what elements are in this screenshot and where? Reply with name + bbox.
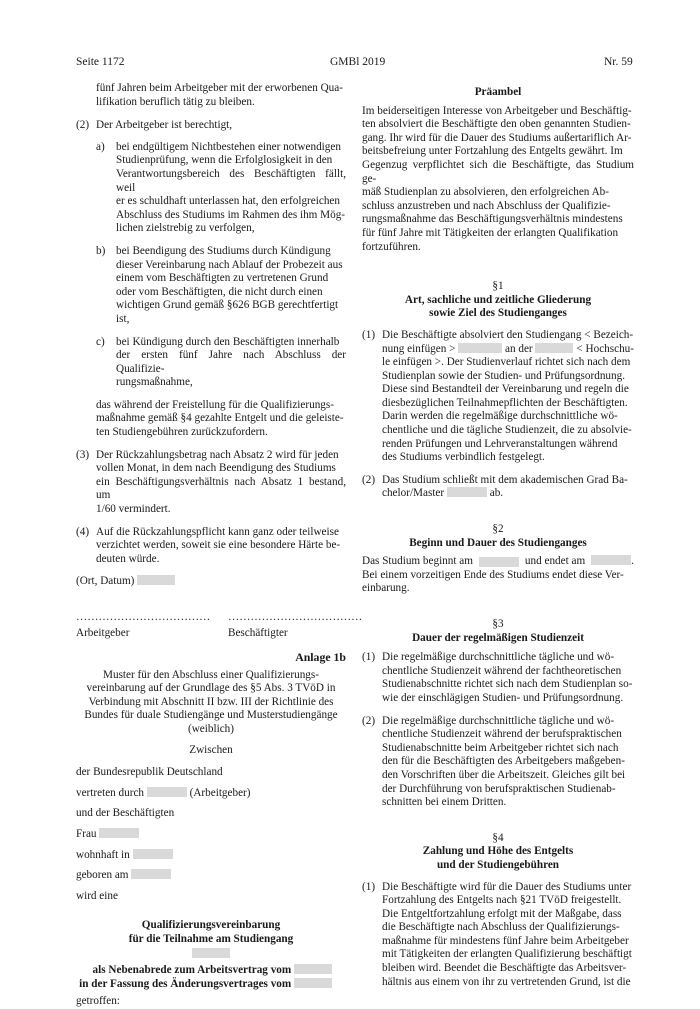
text-line: wie der einschlägigen Studien- und Prüfungsordnung. [382, 691, 624, 704]
paragraph-number: (4) [76, 525, 90, 538]
text-line: bleiben wird. Beendet die Beschäftigte das Arbeitsver- [382, 962, 627, 975]
item-label: c) [96, 335, 105, 348]
represented-by-line [76, 787, 346, 801]
amendment-label: in der Fassung des Änderungsvertrages vom [79, 977, 292, 990]
text-line: einbarung. [362, 582, 410, 595]
text-line: Im beiderseitigen Interesse von Arbeitgeber und Beschäftig- [362, 104, 632, 117]
text-line: Muster für den Abschluss einer Qualifizierungs- [103, 668, 319, 681]
section-2-text [362, 555, 634, 596]
text-fragment: nung einfügen > [382, 342, 456, 355]
text-line: Die regelmäßige durchschnittliche tägliche und wö- [382, 714, 615, 727]
redacted-field [535, 343, 573, 353]
section-2-heading [362, 523, 634, 550]
text-line: das während der Freistellung für die Qualifizierungs- [96, 398, 334, 411]
text-line: Fortzahlung des Entgelts nach §21 TVöD freigestellt. [382, 894, 622, 907]
text-fragment: an der [505, 342, 533, 355]
place-date-label: (Ort, Datum) [76, 575, 135, 588]
text-line: diesbezüglichen Teilnahmepflichten der Beschäftigten. [382, 396, 628, 409]
text-line: dieser Vereinbarung nach Ablauf der Probezeit aus [116, 258, 343, 271]
text-fragment: und endet am [524, 555, 586, 568]
text-line: ein Beschäftigungsverhältnis nach Absatz 1 bestand, um [96, 475, 346, 502]
text-line: Verbindung mit Abschnitt II bzw. III der Richtlinie des [88, 695, 334, 708]
text-line: schnitten bei einem Dritten. [382, 796, 507, 809]
and-employee-label: und der Beschäftigten [76, 807, 175, 820]
paragraph-number: (1) [362, 328, 376, 341]
text-line: renden Prüfungen und Lehrveranstaltungen während [382, 437, 618, 450]
text-line: Diese sind Bestandteil der Vereinbarung und regeln die [382, 383, 629, 396]
text-line: Art, sachliche und zeitliche Gliederung [404, 293, 592, 306]
text-line: bei endgültigem Nichtbestehen einer notwendigen [116, 140, 341, 153]
text-line: Die regelmäßige durchschnittliche tägliche und wö- [382, 651, 615, 664]
text-line: der Durchführung von berufspraktischen Studienab- [382, 782, 616, 795]
text-line: für die Teilnahme am Studiengang [128, 932, 294, 945]
text-line: Bundes für duale Studiengänge und Musterstudiengänge [84, 709, 338, 722]
birthdate-label: geboren am [76, 869, 129, 882]
section-1-paragraph-1 [362, 329, 634, 465]
paragraph-number: (2) [362, 714, 376, 727]
page-number: Seite 1172 [76, 56, 125, 68]
text-line: hältnis aus einem von ihr zu vertretenden Grund, ist die [382, 975, 631, 988]
side-agreement-label: als Nebenabrede zum Arbeitsvertrag vom [92, 964, 292, 977]
signature-line-employer: ……………………………… [76, 611, 211, 623]
text-line: vereinbarung auf der Grundlage des §5 Abs. 3 TVöD in [86, 682, 336, 695]
text-fragment: ab. [489, 487, 504, 500]
text-line: maßnahme gemäß §4 gezahlte Entgelt und die geleiste- [96, 412, 344, 425]
signature-block [76, 611, 363, 641]
redacted-field [294, 964, 332, 974]
preamble-title: Präambel [474, 86, 522, 98]
text-line: ten absolviert die Beschäftigte den oben genannten Studien- [362, 118, 631, 131]
concluded-label: getroffen: [76, 995, 120, 1008]
text-line: Qualifizierungsvereinbarung [141, 919, 281, 932]
section-3-paragraph-1 [362, 651, 634, 705]
text-line: mit Tätigkeiten der erlangten Qualifizierung beschäftigt [382, 948, 632, 961]
preamble-text [362, 105, 634, 255]
text-line: oder vom Beschäftigten, die nicht durch einen [116, 285, 323, 298]
section-number: §3 [492, 618, 504, 630]
text-line: den für die Beschäftigten des Arbeitgebers maßgeben- [382, 755, 625, 768]
text-line: beitsbefreiung unter Fortzahlung des Entgelts gewährt. Im [362, 145, 623, 158]
text-line: des Studiums verbindlich festgelegt. [382, 451, 545, 464]
text-line: Gegenzug verpflichtet sich die Beschäftigte, das Studium ge- [362, 158, 634, 185]
text-line: chentliche und die tägliche Studienzeit, die zu absolvie- [382, 424, 632, 437]
section-3-paragraph-2 [362, 715, 634, 810]
text-line: le einfügen >. Der Studienverlauf richtet sich nach dem [382, 356, 631, 369]
text-line: schluss anzustreben und nach Abschluss der Qualifizie- [362, 199, 611, 212]
text-fragment: < Hochschu- [576, 342, 634, 355]
text-line: rungsmaßnahme das Beschäftigungsverhältnis mindestens [362, 213, 623, 226]
text-line: chentliche Studienzeit während der fachtheoretischen [382, 664, 622, 677]
text-line: bei Kündigung durch den Beschäftigten innerhalb [116, 335, 340, 348]
frau-label: Frau [76, 827, 97, 840]
text-line: Beginn und Dauer des Studienganges [409, 536, 587, 549]
text-line: fünf Jahren beim Arbeitgeber mit der erworbenen Qua- [96, 82, 343, 94]
text-line: für fünf Jahre mit Tätigkeiten der erlangten Qualifikation [362, 226, 619, 239]
issue-number: Nr. 59 [604, 56, 633, 68]
muster-description [76, 669, 346, 737]
between-label: Zwischen [189, 743, 233, 756]
text-fragment: . [631, 555, 634, 568]
continued-text [76, 82, 346, 109]
text-fragment: chelor/Master [382, 487, 445, 500]
text-line: mäß Studienplan zu absolvieren, den erfolgreichen Ab- [362, 186, 609, 199]
text-line: verzichtet werden, soweit sie eine besondere Härte be- [96, 539, 341, 552]
text-line: die Beschäftigte nach Abschluss der Qualifizierungs- [382, 921, 620, 934]
section-number: §4 [492, 831, 504, 844]
text-fragment: Das Studium beginnt am [362, 555, 473, 568]
item-b [96, 245, 346, 327]
redacted-field [147, 787, 187, 797]
redacted-field [447, 487, 487, 497]
text-line: er es schuldhaft unterlassen hat, den erfolgreichen [116, 195, 340, 208]
text-line: bei Beendigung des Studiums durch Kündigung [116, 244, 331, 257]
text-line: und der Studiengebühren [436, 858, 560, 871]
text-line: chentliche Studienzeit während der berufspraktischen [382, 728, 622, 741]
section-1-paragraph-2 [362, 474, 634, 501]
text-line: Die Beschäftigte wird für die Dauer des Studiums unter [382, 880, 632, 893]
text-line: 1/60 vermindert. [96, 503, 171, 516]
text-line: einem vom Beschäftigten zu vertretenen Grund [116, 272, 329, 285]
item-label: a) [96, 140, 105, 153]
paragraph-number: (2) [76, 119, 90, 132]
redacted-field [131, 869, 171, 879]
text-line: Das Studium schließt mit dem akademischen Grad Ba- [382, 473, 628, 486]
text-line: Die Beschäftigte absolviert den Studiengang < Bezeich- [382, 328, 634, 341]
paragraph-number: (1) [362, 651, 376, 664]
section-3-heading [362, 618, 634, 645]
text-line: den Vorschriften über die Arbeitszeit. Gleiches gilt bei [382, 768, 626, 781]
text-line: maßnahme für mindestens fünf Jahre beim Arbeitgeber [382, 934, 629, 947]
text-line: fortzuführen. [362, 240, 421, 253]
signature-line-employee: ……………………………… [228, 611, 363, 623]
redacted-field [458, 343, 502, 353]
text-line: Studienprüfung, wenn die Erfolglosigkeit in den [116, 154, 333, 167]
text-line: ten Studiengebühren zurückzufordern. [96, 426, 268, 439]
section-4-heading [362, 832, 634, 873]
residence-line [76, 849, 346, 863]
redacted-field [99, 828, 139, 838]
paragraph-number: (3) [76, 448, 90, 461]
journal-name: GMBl 2019 [330, 56, 386, 68]
text-line: der ersten fünf Jahre nach Abschluss der Qualifizie- [116, 349, 346, 375]
side-agreement-block [76, 964, 346, 991]
frau-line [76, 828, 346, 842]
text-line: gang. Ihr wird für die Dauer des Studiums außertariflich Ar- [362, 131, 632, 144]
paragraph-4 [76, 526, 346, 567]
employer-label: (Arbeitgeber) [189, 786, 251, 799]
right-column [362, 86, 634, 989]
text-line: Abschluss des Studiums im Rahmen des ihm Mög- [116, 208, 346, 221]
left-column [76, 82, 363, 1009]
text-line: Darin werden die regelmäßige durchschnittliche wö- [382, 410, 618, 423]
paragraph-3 [76, 449, 346, 517]
party-federal-republic: der Bundesrepublik Deutschland [76, 766, 223, 779]
section-number: §2 [492, 523, 504, 536]
text-line: Zahlung und Höhe des Entgelts [422, 845, 574, 858]
section-1-heading [362, 280, 634, 321]
paragraph-2 [76, 119, 346, 439]
redacted-field [591, 555, 631, 565]
item-label: b) [96, 244, 106, 257]
text-line: Studienabschnitte richtet sich nach dem Studienplan so- [382, 678, 633, 691]
redacted-field [294, 978, 332, 988]
residence-label: wohnhaft in [76, 848, 130, 861]
agreement-title [76, 919, 346, 961]
text-line: sowie Ziel des Studienganges [429, 307, 567, 320]
section-4-paragraph-1 [362, 881, 634, 990]
redacted-field [137, 575, 175, 585]
text-line: Der Arbeitgeber ist berechtigt, [96, 119, 233, 132]
place-date-line [76, 575, 346, 589]
text-line: (weiblich) [188, 722, 234, 735]
redacted-field [479, 557, 519, 567]
text-line: Studienabschnitte beim Arbeitgeber richtet sich nach [382, 741, 619, 754]
text-line: Dauer der regelmäßigen Studienzeit [412, 631, 584, 644]
text-line: ist, [116, 312, 130, 325]
text-line: Verantwortungsbereich des Beschäftigten fällt, weil [116, 167, 346, 194]
text-line: Der Rückzahlungsbetrag nach Absatz 2 wird für jeden [96, 448, 339, 461]
annex-title: Anlage 1b [295, 650, 346, 664]
paragraph-2-tail [96, 399, 346, 440]
paragraph-number: (2) [362, 473, 376, 486]
text-line: Die Entgeltfortzahlung erfolgt mit der Maßgabe, dass [382, 907, 622, 920]
redacted-field [192, 948, 230, 958]
text-line: deuten würde. [96, 552, 160, 565]
text-line: rungsmaßnahme, [116, 376, 193, 389]
text-line: Auf die Rückzahlungspflicht kann ganz oder teilweise [96, 525, 339, 538]
paragraph-number: (1) [362, 880, 376, 893]
text-line: Studienplan sowie der Studien- und Prüfungsordnung. [382, 369, 625, 382]
becomes-label: wird eine [76, 889, 118, 902]
item-c [96, 336, 346, 390]
text-line: lifikation beruflich tätig zu bleiben. [96, 95, 255, 108]
text-line: vollen Monat, in dem nach Beendigung des Studiums [96, 462, 336, 475]
text-line: wichtigen Grund gemäß §626 BGB gerechtfertigt [116, 299, 339, 312]
redacted-field [133, 849, 173, 859]
text-line: lichen zielstrebig zu verfolgen, [116, 222, 255, 235]
signature-label-employee: Beschäftigter [228, 627, 288, 639]
birthdate-line [76, 869, 346, 883]
signature-label-employer: Arbeitgeber [76, 627, 130, 639]
text-line: Bei einem vorzeitigen Ende des Studiums endet diese Ver- [362, 568, 624, 581]
represented-by-label: vertreten durch [76, 786, 145, 799]
item-a [96, 141, 346, 236]
section-number: §1 [492, 280, 504, 293]
